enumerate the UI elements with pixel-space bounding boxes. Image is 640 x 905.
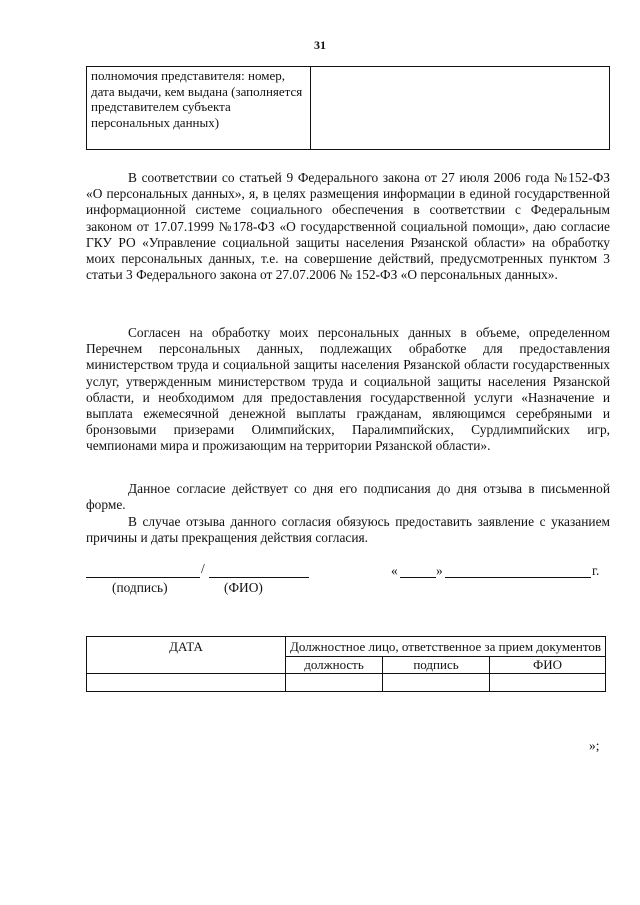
representative-authority-label: полномочия представителя: номер, дата выдачи, кем выдана (заполняется представителем субъекта персональных данных): [87, 67, 311, 150]
signature-header: подпись: [383, 657, 490, 674]
date-year-suffix: г.: [592, 563, 600, 578]
paragraph-text: В случае отзыва данного согласия обязуюсь предоставить заявление с указанием причины и даты прекращения действия согласия.: [86, 514, 610, 546]
date-month-line[interactable]: [445, 577, 591, 578]
signature-line[interactable]: [86, 577, 200, 578]
date-quote-close: »: [436, 563, 443, 578]
signature-cell[interactable]: [383, 674, 490, 692]
end-mark: »;: [589, 738, 600, 753]
date-cell[interactable]: [87, 674, 286, 692]
fio-label: (ФИО): [224, 580, 263, 595]
representative-authority-value: [311, 67, 610, 150]
official-table: [86, 636, 606, 692]
date-header: ДАТА: [87, 637, 286, 674]
fio-header: ФИО: [490, 657, 606, 674]
signature-slash: /: [201, 561, 205, 576]
representative-table: [86, 66, 610, 150]
position-cell[interactable]: [286, 674, 383, 692]
fio-line[interactable]: [209, 577, 309, 578]
fio-cell[interactable]: [490, 674, 606, 692]
consent-paragraph-2: [86, 325, 610, 455]
signature-label: (подпись): [112, 580, 168, 595]
page-number: 31: [314, 38, 326, 52]
paragraph-text: В соответствии со статьей 9 Федерального закона от 27 июля 2006 года №152-ФЗ «О персональных данных», я, в целях размещения информации в единой государственной информационной системе социального обеспечения в соответствии с Федеральным законом от 17.07.1999 №178-ФЗ «О государственной социальной помощи», даю согласие ГКУ РО «Управление социальной защиты населения Рязанской области» на обработку моих персональных данных, т.е. на совершение действий, предусмотренных пунктом 3 статьи 3 Федерального закона от 27.07.2006 № 152-ФЗ «О персональных данных».: [86, 170, 610, 283]
date-quote-open: «: [391, 563, 398, 578]
date-day-line[interactable]: [400, 577, 436, 578]
official-header: Должностное лицо, ответственное за прием документов: [286, 637, 606, 657]
position-header: должность: [286, 657, 383, 674]
paragraph-text: Согласен на обработку моих персональных данных в объеме, определенном Перечнем персональных данных, подлежащих обработке для предоставления министерством труда и социальной защиты населения Рязанской области государственных услуг, утвержденным министерством труда и социальной защиты населения Рязанской области, и необходимом для предоставления государственной услуги «Назначение и выплата ежемесячной денежной выплаты гражданам, являющимся серебряными и бронзовыми призерами Олимпийских, Паралимпийских, Сурдлимпийских игр, чемпионами мира и прожизающим на территории Рязанской области».: [86, 325, 610, 454]
consent-paragraph-3: [86, 481, 610, 513]
consent-paragraph-1: [86, 170, 610, 283]
paragraph-text: Данное согласие действует со дня его подписания до дня отзыва в письменной форме.: [86, 481, 610, 513]
consent-paragraph-4: [86, 514, 610, 546]
